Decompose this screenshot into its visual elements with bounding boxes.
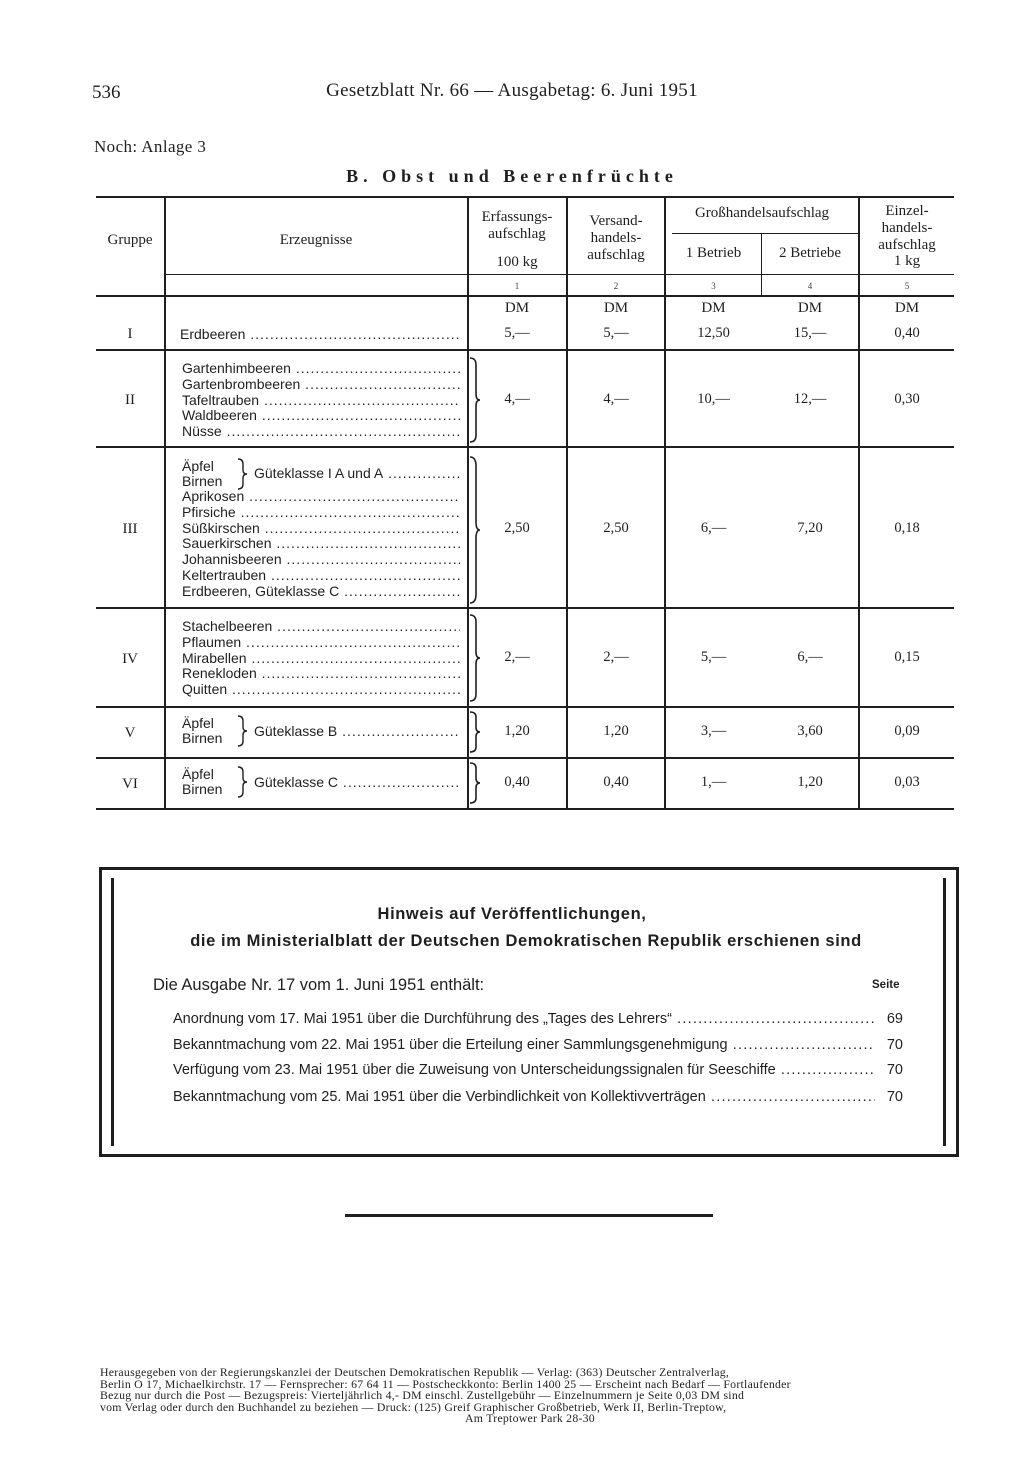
value-cell: 6,—	[700, 520, 727, 536]
pair-list	[182, 459, 222, 489]
value-cell: 2,—	[603, 649, 629, 665]
quality-class-label: Güteklasse I A und A .....	[254, 465, 460, 481]
group-label: VI	[122, 776, 138, 792]
imprint-line: Berlin O 17, Michaelkirchstr. 17 — Fernsprecher: 67 64 11 — Postscheckkonto: Berlin 1400 25 — Erscheint nach Bedarf — Fortlaufender	[100, 1376, 791, 1391]
currency-label: DM	[797, 300, 823, 316]
value-cell: 4,—	[504, 391, 530, 407]
publication-entry	[173, 1089, 903, 1105]
header-einzel-unit: 1 kg	[893, 253, 921, 269]
header-einzel: Einzel- handels- aufschlag	[878, 203, 936, 253]
entry-title: Bekanntmachung vom 25. Mai 1951 über die Verbindlichkeit von Kollektivverträgen .....	[173, 1089, 875, 1105]
header-erfassung: Erfassungs- aufschlag	[481, 209, 553, 242]
group-label: III	[122, 521, 138, 537]
group-label: II	[125, 392, 135, 408]
product-item: Stachelbeeren .....	[182, 619, 460, 635]
product-item: Mirabellen .....	[182, 651, 460, 667]
divider-rule	[345, 1214, 713, 1217]
entry-page: 70	[886, 1062, 903, 1078]
entry-title: Bekanntmachung vom 22. Mai 1951 über die Erteilung einer Sammlungsgenehmigung .....	[173, 1037, 875, 1053]
col-number: 1	[514, 281, 520, 291]
header-betrieb2: 2 Betriebe	[778, 245, 842, 261]
value-cell: 1,20	[797, 774, 823, 790]
value-cell: 5,—	[504, 325, 530, 341]
entry-page: 69	[886, 1011, 903, 1027]
product-list	[182, 361, 460, 440]
value-cell: 2,50	[603, 520, 629, 536]
group-label: I	[127, 326, 133, 342]
product-item: Äpfel	[182, 766, 214, 782]
imprint-line: Herausgegeben von der Regierungskanzlei der Deutschen Demokratischen Republik — Verlag: (363) Deutscher Zentralverlag,	[100, 1365, 730, 1379]
issue-line: Die Ausgabe Nr. 17 vom 1. Juni 1951 enthält:	[153, 976, 485, 994]
value-cell: 0,40	[894, 325, 920, 341]
page-header-title: Gesetzblatt Nr. 66 — Ausgabetag: 6. Juni 1951	[326, 80, 698, 101]
value-cell: 0,09	[894, 723, 920, 739]
product-item: Waldbeeren .....	[182, 408, 460, 424]
product-item: Äpfel	[182, 458, 214, 474]
product-item: Erdbeeren, Güteklasse C .....	[182, 584, 460, 600]
product-item: Nüsse .....	[182, 424, 460, 440]
product-list	[182, 489, 460, 600]
brace-icon	[236, 458, 250, 490]
currency-label: DM	[603, 300, 629, 316]
page-number: 536	[92, 82, 121, 103]
value-cell: 1,20	[504, 723, 530, 739]
value-cell: 2,—	[504, 649, 530, 665]
currency-label: DM	[504, 300, 530, 316]
imprint	[100, 1367, 960, 1425]
currency-label: DM	[894, 300, 920, 316]
group-label: IV	[122, 651, 138, 667]
col-number: 4	[807, 281, 813, 291]
group-label: V	[124, 725, 136, 741]
value-cell: 3,—	[700, 723, 727, 739]
publication-entry	[173, 1011, 903, 1027]
col-number: 5	[904, 281, 910, 291]
value-cell: 0,30	[894, 391, 920, 407]
col-number: 2	[613, 281, 619, 291]
product-item: Süßkirschen .....	[182, 521, 460, 537]
value-cell: 1,20	[603, 723, 629, 739]
imprint-line: Am Treptower Park 28-30	[465, 1411, 595, 1426]
header-erzeugnisse: Erzeugnisse	[279, 232, 353, 248]
product-item: Reneklоden .....	[182, 666, 460, 682]
value-cell: 1,—	[700, 774, 727, 790]
header-gruppe: Gruppe	[107, 232, 153, 248]
value-cell: 0,03	[894, 774, 920, 790]
product-item: Aprikosen .....	[182, 489, 460, 505]
product-item: Erdbeeren .....	[180, 326, 462, 342]
value-cell: 12,—	[793, 391, 827, 407]
header-versand: Versand- handels- aufschlag	[587, 213, 645, 263]
header-betrieb1: 1 Betrieb	[685, 245, 742, 261]
product-item: Pflaumen .....	[182, 635, 460, 651]
value-cell: 7,20	[797, 520, 823, 536]
value-cell: 5,—	[700, 649, 727, 665]
quality-class-label: Güteklasse B .....	[254, 723, 460, 739]
currency-label: DM	[701, 300, 726, 316]
page-column-label: Seite	[872, 979, 900, 991]
header-erfassung-unit: 100 kg	[496, 254, 538, 270]
annex-label: Noch: Anlage 3	[94, 137, 207, 156]
brace-icon	[236, 766, 250, 798]
pair-list	[182, 767, 222, 797]
quality-class-label: Güteklasse C .....	[254, 774, 460, 790]
value-cell: 12,50	[697, 325, 730, 341]
header-grosshandel: Großhandelsaufschlag	[694, 205, 830, 221]
notice-subheading: die im Ministerialblatt der Deutschen Demokratischen Republik erschienen sind	[190, 932, 862, 950]
value-cell: 0,18	[894, 520, 920, 536]
value-cell: 5,—	[603, 325, 629, 341]
imprint-line: vom Verlag oder durch den Buchhandel zu beziehen — Druck: (125) Greif Graphischer Großbetrieb, Werk II, Berlin-Treptow,	[100, 1399, 727, 1414]
product-item: Birnen	[182, 730, 223, 746]
product-item: Gartenbrombeeren .....	[182, 377, 460, 393]
entry-title: Verfügung vom 23. Mai 1951 über die Zuweisung von Unterscheidungssignalen für Seeschiffe .....	[173, 1062, 875, 1078]
section-title: B. Obst und Beerenfrüchte	[346, 166, 678, 186]
notice-heading: Hinweis auf Veröffentlichungen,	[377, 905, 647, 923]
publication-entry	[173, 1062, 903, 1078]
value-cell: 0,40	[504, 774, 530, 790]
product-item: Pfirsiche .....	[182, 505, 460, 521]
product-list	[182, 619, 460, 698]
value-cell: 15,—	[793, 325, 827, 341]
col-number: 3	[711, 281, 716, 291]
product-item: Tafeltrauben .....	[182, 393, 460, 409]
value-cell: 0,40	[603, 774, 629, 790]
product-item: Birnen	[182, 781, 223, 797]
entry-page: 70	[886, 1037, 903, 1053]
product-item: Gartenhimbeeren .....	[182, 361, 460, 377]
product-item: Birnen	[182, 473, 223, 489]
value-cell: 10,—	[697, 391, 730, 407]
product-item: Äpfel	[182, 715, 214, 731]
value-cell: 0,15	[894, 649, 920, 665]
pair-list	[182, 716, 222, 746]
brace-icon	[236, 715, 250, 747]
publication-entry	[173, 1037, 903, 1053]
product-item: Johannisbeeren .....	[182, 552, 460, 568]
product-item: Sauerkirschen .....	[182, 536, 460, 552]
value-cell: 2,50	[504, 520, 530, 536]
value-cell: 4,—	[603, 391, 629, 407]
entry-page: 70	[886, 1089, 903, 1105]
product-item: Keltertrauben .....	[182, 568, 460, 584]
entry-title: Anordnung vom 17. Mai 1951 über die Durchführung des „Tages des Lehrers“ .....	[173, 1011, 875, 1027]
product-item: Quitten .....	[182, 682, 460, 698]
imprint-line: Bezug nur durch die Post — Bezugspreis: Vierteljährlich 4,- DM einschl. Zustellgebühr — Einzelnummern je Seite 0,03 DM sind	[100, 1388, 745, 1403]
value-cell: 3,60	[797, 723, 823, 739]
value-cell: 6,—	[797, 649, 823, 665]
